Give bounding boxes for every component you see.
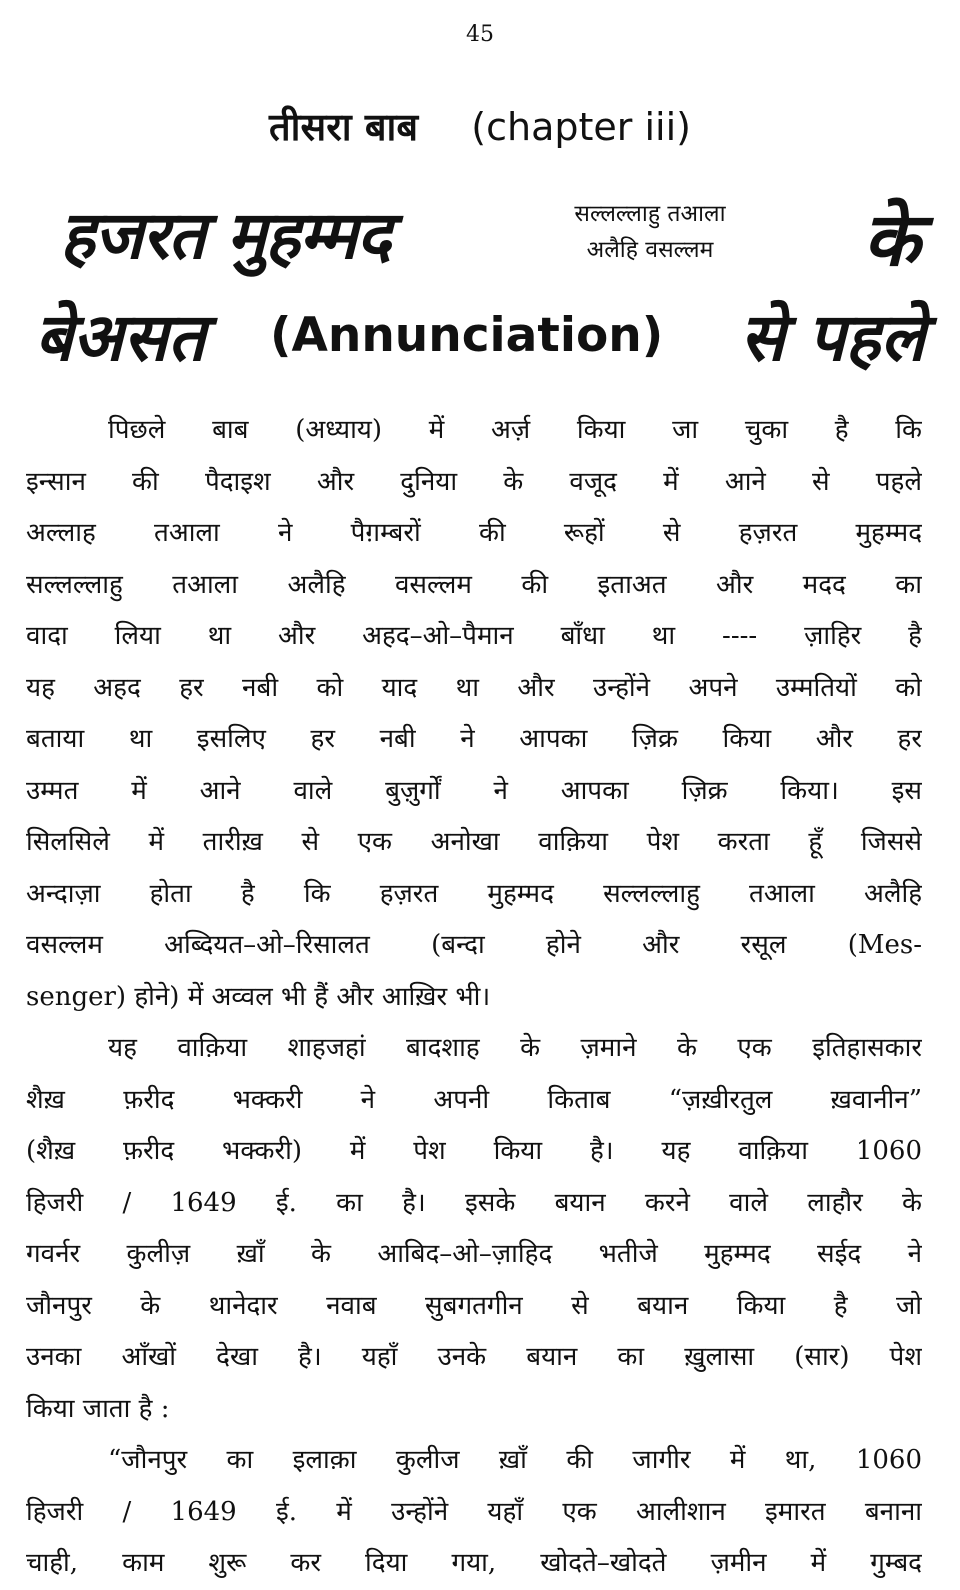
chapter-heading	[0, 100, 960, 152]
body-line: पिछले बाब (अध्याय) में अर्ज़ किया जा चुका है कि	[108, 415, 922, 445]
body-line: वसल्लम अब्दियत–ओ–रिसालत (बन्दा होने और रसूल (Mes-	[26, 930, 922, 960]
body-line: हिजरी / 1649 ई. में उन्होंने यहाँ एक आलीशान इमारत बनाना	[26, 1496, 922, 1527]
honorific-line-2: अलैहि वसल्लम	[586, 237, 714, 263]
title-line-1	[60, 188, 930, 288]
page-number: 45	[466, 22, 494, 47]
title-name: हजरत मुहम्मद	[60, 196, 391, 274]
honorific	[520, 196, 780, 268]
body-line: गवर्नर कुलीज़ ख़ाँ के आबिद–ओ–ज़ाहिद भतीजे मुहम्मद सईद ने	[26, 1239, 922, 1269]
title-annunciation: (Annunciation)	[270, 308, 664, 363]
title-line-2	[35, 290, 925, 390]
body-line: बताया था इसलिए हर नबी ने आपका ज़िक्र किया और हर	[26, 724, 922, 754]
body-line: सल्लल्लाहु तआला अलैहि वसल्लम की इताअत और मदद का	[26, 569, 922, 600]
body-line: शैख़ फ़रीद भक्करी ने अपनी किताब “ज़ख़ीरतुल ख़वानीन”	[26, 1084, 922, 1115]
body-line: उनका आँखों देखा है। यहाँ उनके बयान का ख़ुलासा (सार) पेश	[26, 1342, 922, 1372]
body-line: जौनपुर के थानेदार नवाब सुबगतगीन से बयान किया है जो	[26, 1290, 922, 1321]
body-line: इन्सान की पैदाइश और दुनिया के वजूद में आने से पहले	[26, 466, 922, 497]
body-line: अन्दाज़ा होता है कि हज़रत मुहम्मद सल्लल्लाहु तआला अलैहि	[26, 878, 922, 909]
title-word-se-pahle: से पहले	[740, 298, 925, 376]
body-line: उम्मत में आने वाले बुज़ुर्गों ने आपका ज़िक्र किया। इस	[26, 775, 922, 806]
body-line: यह अहद हर नबी को याद था और उन्होंने अपने उम्मतियों को	[26, 672, 922, 703]
body-line: हिजरी / 1649 ई. का है। इसके बयान करने वाले लाहौर के	[26, 1187, 922, 1218]
chapter-title-hindi: तीसरा बाब	[269, 104, 419, 149]
body-line: (शैख़ फ़रीद भक्करी) में पेश किया है। यह वाक़िया 1060	[26, 1136, 922, 1166]
body-line: “जौनपुर का इलाक़ा कुलीज ख़ाँ की जागीर में था, 1060	[108, 1445, 922, 1475]
body-line: सिलसिले में तारीख़ से एक अनोखा वाक़िया पेश करता हूँ जिससे	[26, 827, 922, 857]
body-line: चाही, काम शुरू कर दिया गया, खोदते–खोदते ज़मीन में गुम्बद	[26, 1548, 922, 1578]
body-line: senger) होने) में अव्वल भी हैं और आख़िर भी।	[26, 981, 491, 1012]
body-line: किया जाता है :	[26, 1393, 170, 1424]
title-word-beasat: बेअसत	[35, 298, 206, 376]
body-line: वादा लिया था और अहद–ओ–पैमान बाँधा था ---- ज़ाहिर है	[26, 621, 922, 651]
title-ke: के	[863, 197, 920, 283]
body-text	[26, 405, 922, 1590]
chapter-title-english: (chapter iii)	[471, 105, 691, 149]
body-line: अल्लाह तआला ने पैग़म्बरों की रूहों से हज़रत मुहम्मद	[26, 518, 922, 548]
body-line: यह वाक़िया शाहजहां बादशाह के ज़माने के एक इतिहासकार	[108, 1033, 922, 1063]
honorific-line-1: सल्लल्लाहु तआला	[574, 201, 726, 227]
